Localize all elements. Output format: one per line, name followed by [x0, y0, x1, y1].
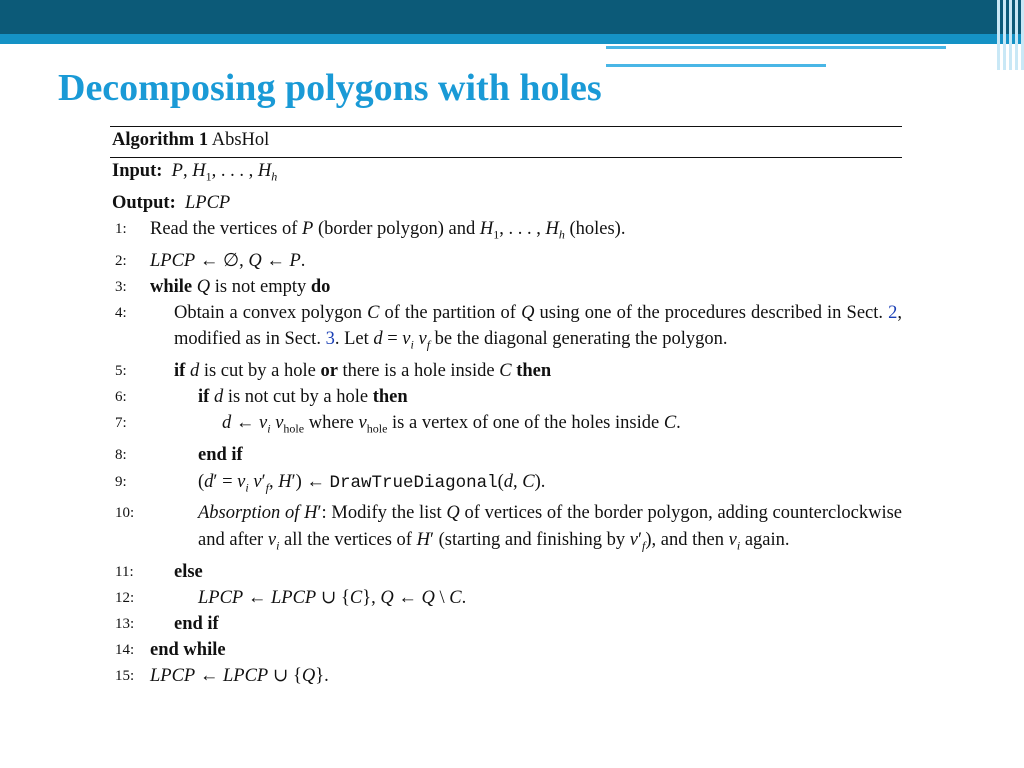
input-line: Input: P, $H_1$, . . . , $H_h$	[112, 161, 278, 184]
header-stripe	[0, 34, 1024, 44]
algorithm-box	[110, 126, 902, 690]
algorithm-line-14: 14: end while	[115, 640, 226, 661]
algorithm-line-15: 15: LPCP ← LPCP ∪ {Q}.	[115, 666, 329, 687]
algorithm-line-13: 13: end if	[115, 613, 219, 634]
algorithm-line-1: 1: Read the vertices of P (border polygon) and $H_1$, . . . , $H_h$ (holes).	[115, 218, 626, 242]
algorithm-line-2: 2: LPCP ← ∅, Q ← P.	[115, 250, 306, 271]
algorithm-line-6: 6: if d is not cut by a hole then	[115, 387, 408, 408]
algorithm-line-11: 11: else	[115, 561, 203, 582]
algorithm-line-12: 12: LPCP ← LPCP ∪ {C}, Q ← Q \ C.	[115, 587, 467, 608]
header-accent-line	[606, 64, 826, 67]
header-decoration	[990, 0, 1024, 70]
algorithm-header	[110, 127, 902, 154]
algorithm-line-7: 7: d ← $v_i$ $v_{hole}$ where $v_{hole}$ is a vertex of one of the holes inside C.	[115, 413, 681, 437]
output-line	[110, 190, 902, 216]
section-3-link[interactable]: 3	[325, 329, 335, 350]
slide-title: Decomposing polygons with holes	[58, 67, 602, 109]
algorithm-name: AbsHol	[211, 130, 270, 150]
function-name: DrawTrueDiagonal	[329, 472, 498, 493]
algorithm-line-5: 5: if d is cut by a hole or there is a hole inside C then	[115, 361, 552, 382]
output-label: Output:	[112, 192, 176, 213]
algorithm-line-8: 8: end if	[115, 445, 243, 466]
section-2-link[interactable]: 2	[888, 302, 898, 323]
input-label: Input:	[112, 161, 163, 181]
header-band	[0, 0, 1024, 34]
header-accent-line	[606, 46, 946, 49]
algorithm-line-10: 10: Absorption of H′: Modify the list Q of vertices of the border polygon, adding counterclockwise and after $v_i$ all the vertices of H′ (starting and finishing by $v'_f$), and then $v_i$ again.	[115, 503, 903, 553]
algorithm-line-9: 9: ($d' = v_i$ $v'_f$, H′) ← DrawTrueDiagonal(d, C).	[115, 471, 546, 495]
algorithm-line-3: 3: while Q is not empty do	[115, 276, 331, 297]
algorithm-line-4: 4: Obtain a convex polygon C of the partition of Q using one of the procedures described in Sect. 2, modified as in Sect. 3. Let $d = v_i$ $v_f$ be the diagonal generating the polygon.	[115, 302, 903, 352]
algorithm-label: Algorithm 1	[112, 130, 209, 150]
output-value: LPCP	[185, 192, 231, 213]
